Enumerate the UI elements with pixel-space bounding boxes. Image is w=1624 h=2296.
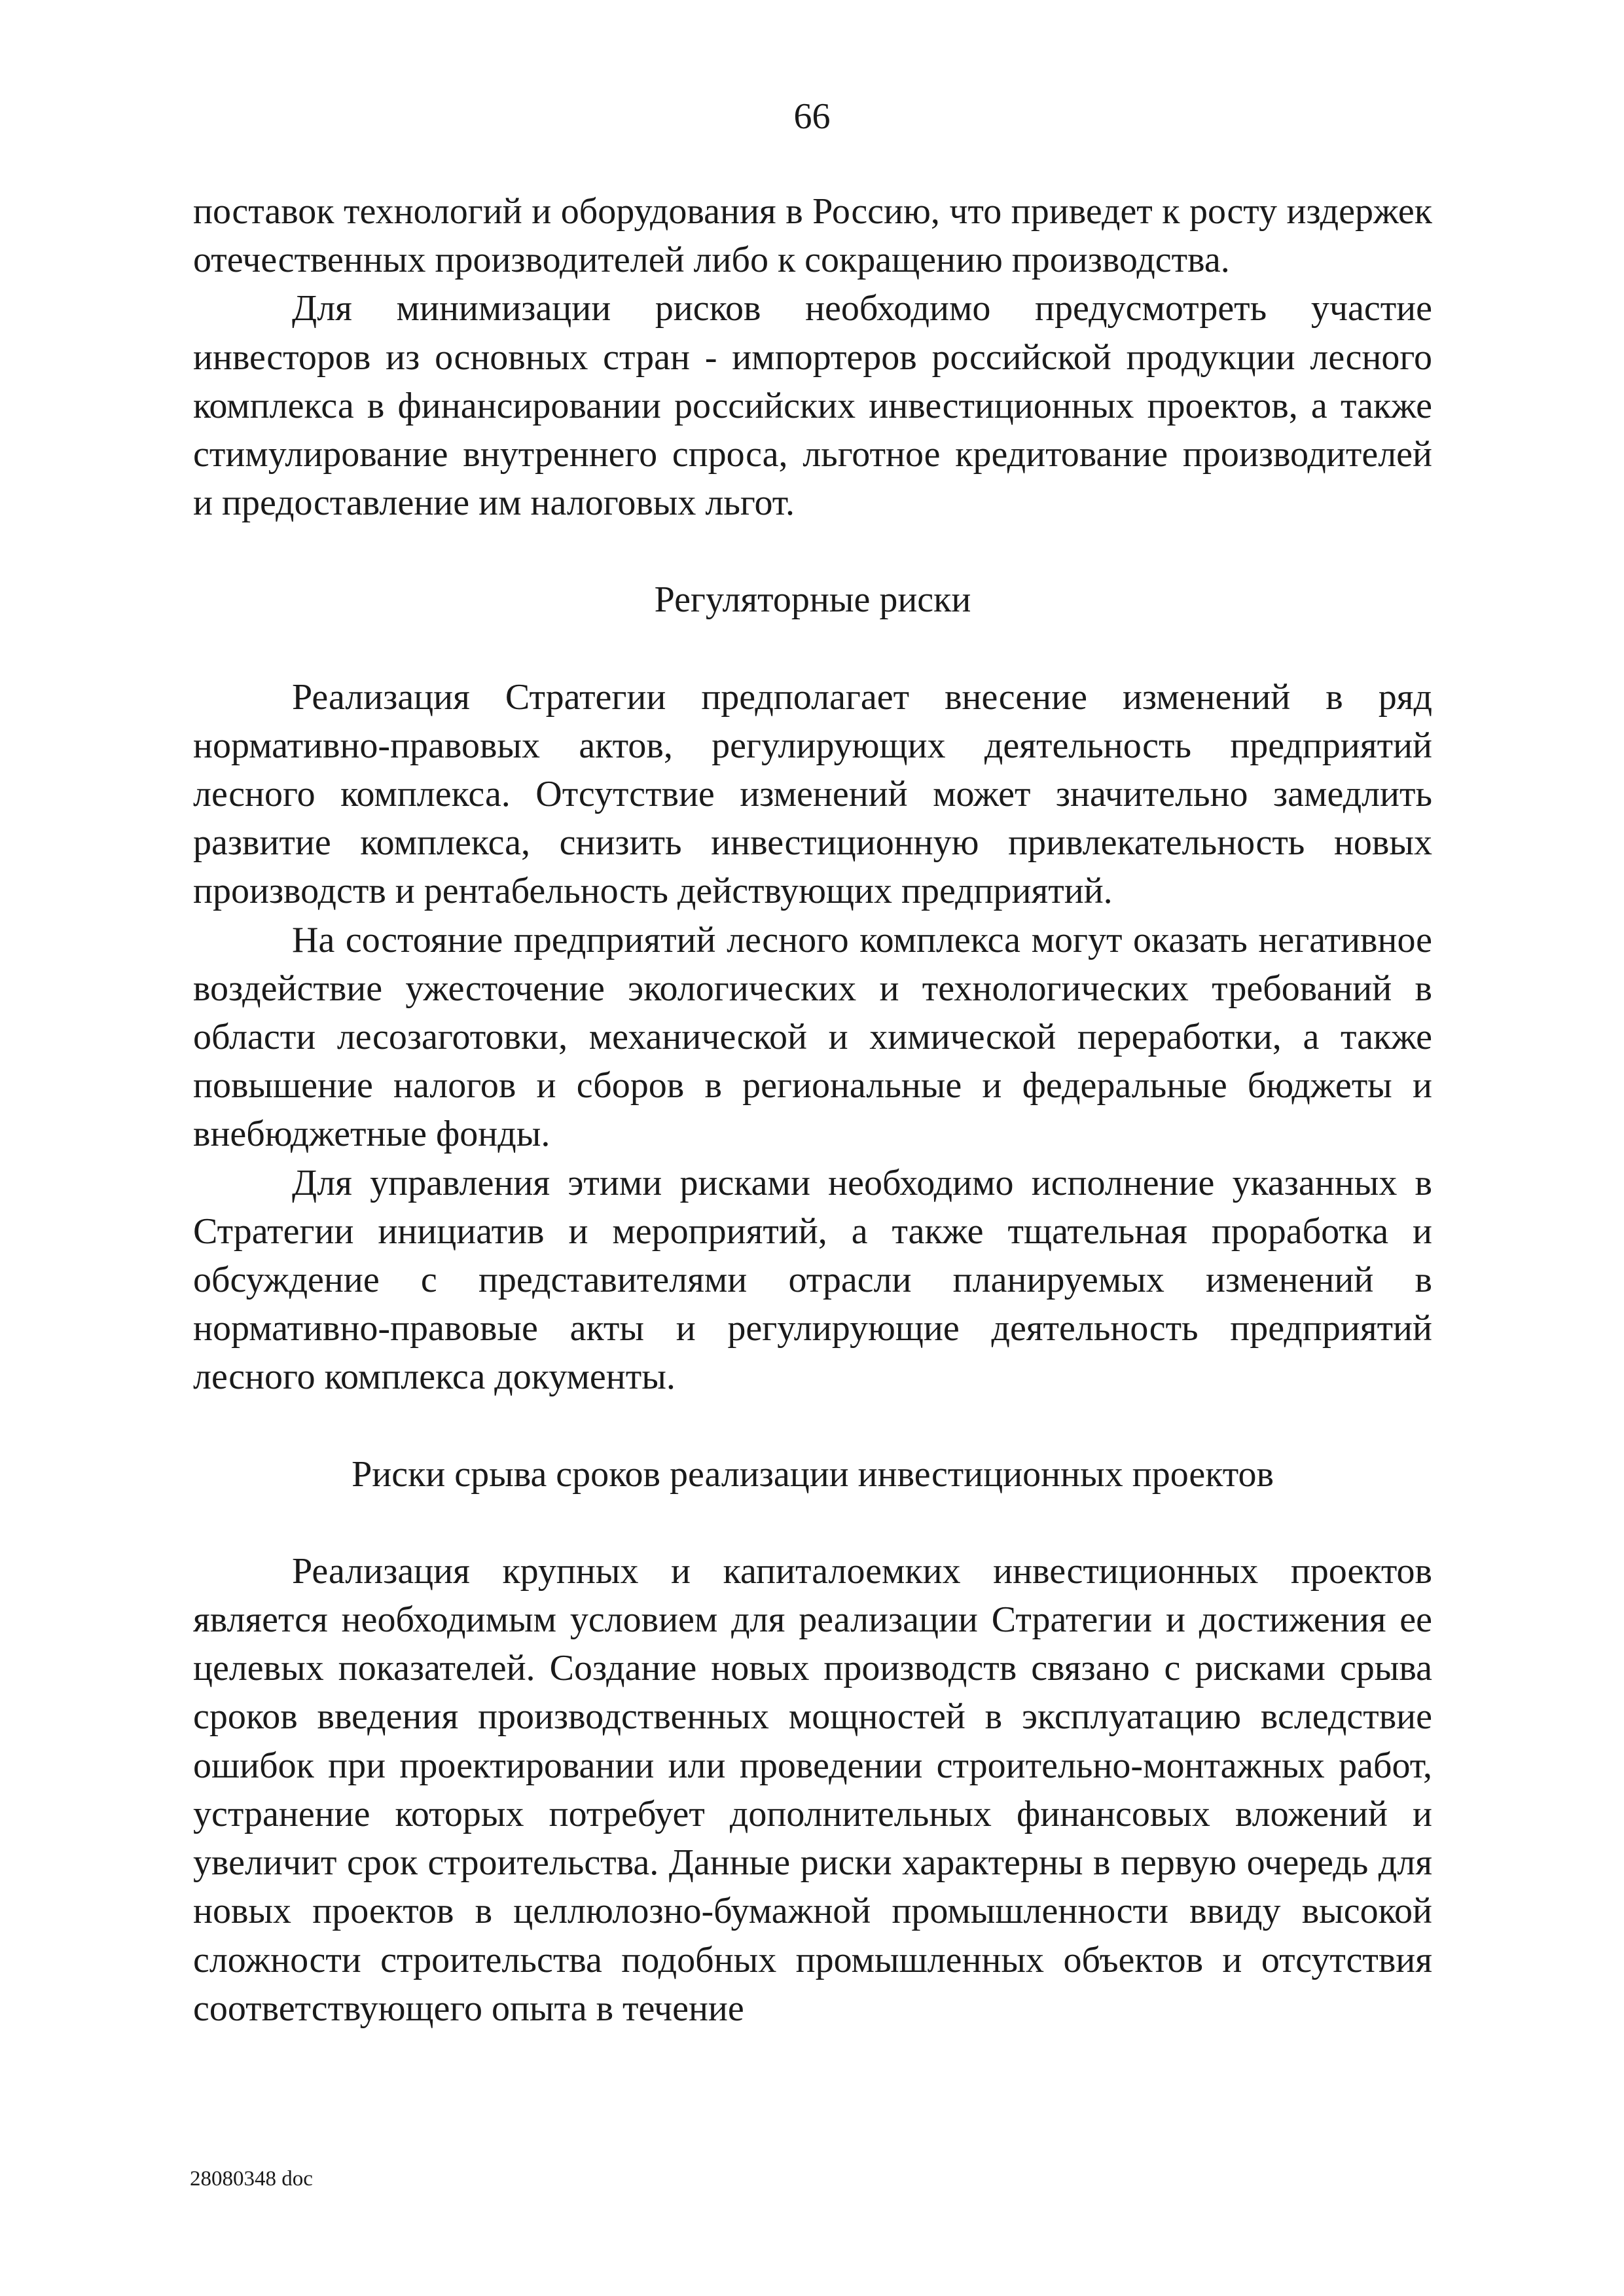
spacer [193, 527, 1432, 575]
paragraph-risk-management: Для управления этими рисками необходимо исполнение указанных в Стратегии инициатив и мероприятий, а также тщательная проработка и обсуждение с представителями отрасли планируемых изменений в нормативно-правовые акты и регулирующие деятельность предприятий лесного комплекса документы. [193, 1162, 1432, 1398]
paragraph-negative-impact: На состояние предприятий лесного комплекса могут оказать негативное воздействие ужесточение экологических и технологических требований в области лесозаготовки, механической и химической переработки, а также повышение налогов и сборов в региональные и федеральные бюджеты и внебюджетные фонды. [193, 919, 1432, 1155]
section-heading-regulatory-risks: Регуляторные риски [654, 579, 971, 621]
spacer [193, 1499, 1432, 1547]
document-code: 28080348 doc [190, 2167, 313, 2191]
paragraph-investment-projects: Реализация крупных и капиталоемких инвестиционных проектов является необходимым условием для реализации Стратегии и достижения ее целевых показателей. Создание новых производств связано с рисками срыва сроков введения производственных мощностей в эксплуатацию вследствие ошибок при проектировании или проведении строительно-монтажных работ, устранение которых потребует дополнительных финансовых вложений и увеличит срок строительства. Данные риски характерны в первую очередь для новых проектов в целлюлозно-бумажной промышленности ввиду высокой сложности строительства подобных промышленных объектов и отсутствия соответствующего опыта в течение [193, 1550, 1432, 2029]
paragraph-strategy-implementation: Реализация Стратегии предполагает внесение изменений в ряд нормативно-правовых актов, регулирующих деятельность предприятий лесного комплекса. Отсутствие изменений может значительно замедлить развитие комплекса, снизить инвестиционную привлекательность новых производств и рентабельность действующих предприятий. [193, 676, 1432, 912]
section-heading-project-delay-risks: Риски срыва сроков реализации инвестиционных проектов [352, 1453, 1274, 1495]
document-body [193, 187, 1432, 2033]
spacer [193, 625, 1432, 673]
paragraph-risk-minimization: Для минимизации рисков необходимо предусмотреть участие инвесторов из основных стран - импортеров российской продукции лесного комплекса в финансировании российских инвестиционных проектов, а также стимулирование внутреннего спроса, льготное кредитование производителей и предоставление им налоговых льгот. [193, 288, 1432, 524]
page-number: 66 [793, 96, 831, 137]
paragraph-continuation: поставок технологий и оборудования в Россию, что приведет к росту издержек отечественных производителей либо к сокращению производства. [193, 191, 1432, 281]
spacer [193, 1402, 1432, 1450]
